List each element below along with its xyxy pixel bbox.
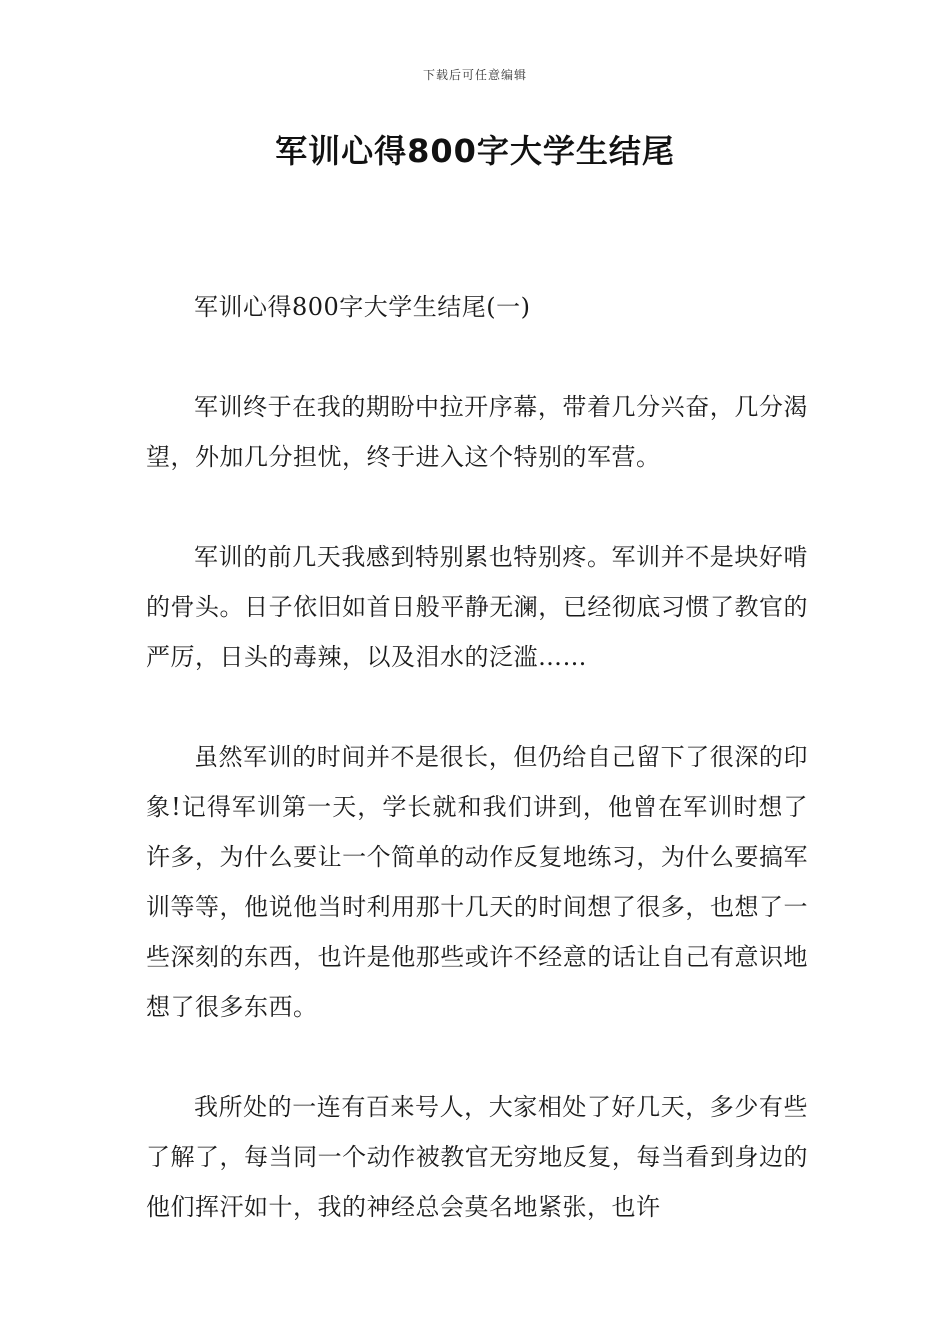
section-heading: 军训心得800字大学生结尾(一) (194, 293, 531, 321)
paragraph: 虽然军训的时间并不是很长，但仍给自己留下了很深的印象!记得军训第一天，学长就和我们讲到，他曾在军训时想了许多，为什么要让一个简单的动作反复地练习，为什么要搞军训等等，他说他当时利用那十几天的时间想了很多，也想了一些深刻的东西，也许是他那些或许不经意的话让自己有意识地想了很多东西。 (146, 743, 808, 1021)
paragraph: 我所处的一连有百来号人，大家相处了好几天，多少有些了解了，每当同一个动作被教官无穷地反复，每当看到身边的他们挥汗如十，我的神经总会莫名地紧张，也许 (146, 1093, 808, 1221)
paragraph: 军训的前几天我感到特别累也特别疼。军训并不是块好啃的骨头。日子依旧如首日般平静无澜，已经彻底习惯了教官的严厉，日头的毒辣，以及泪水的泛滥…… (146, 543, 808, 671)
paragraph: 军训终于在我的期盼中拉开序幕，带着几分兴奋，几分渴望，外加几分担忧，终于进入这个特别的军营。 (146, 393, 808, 471)
document-title: 军训心得800字大学生结尾 (275, 132, 675, 170)
header-note: 下载后可任意编辑 (422, 68, 527, 82)
document-body (146, 282, 808, 1282)
